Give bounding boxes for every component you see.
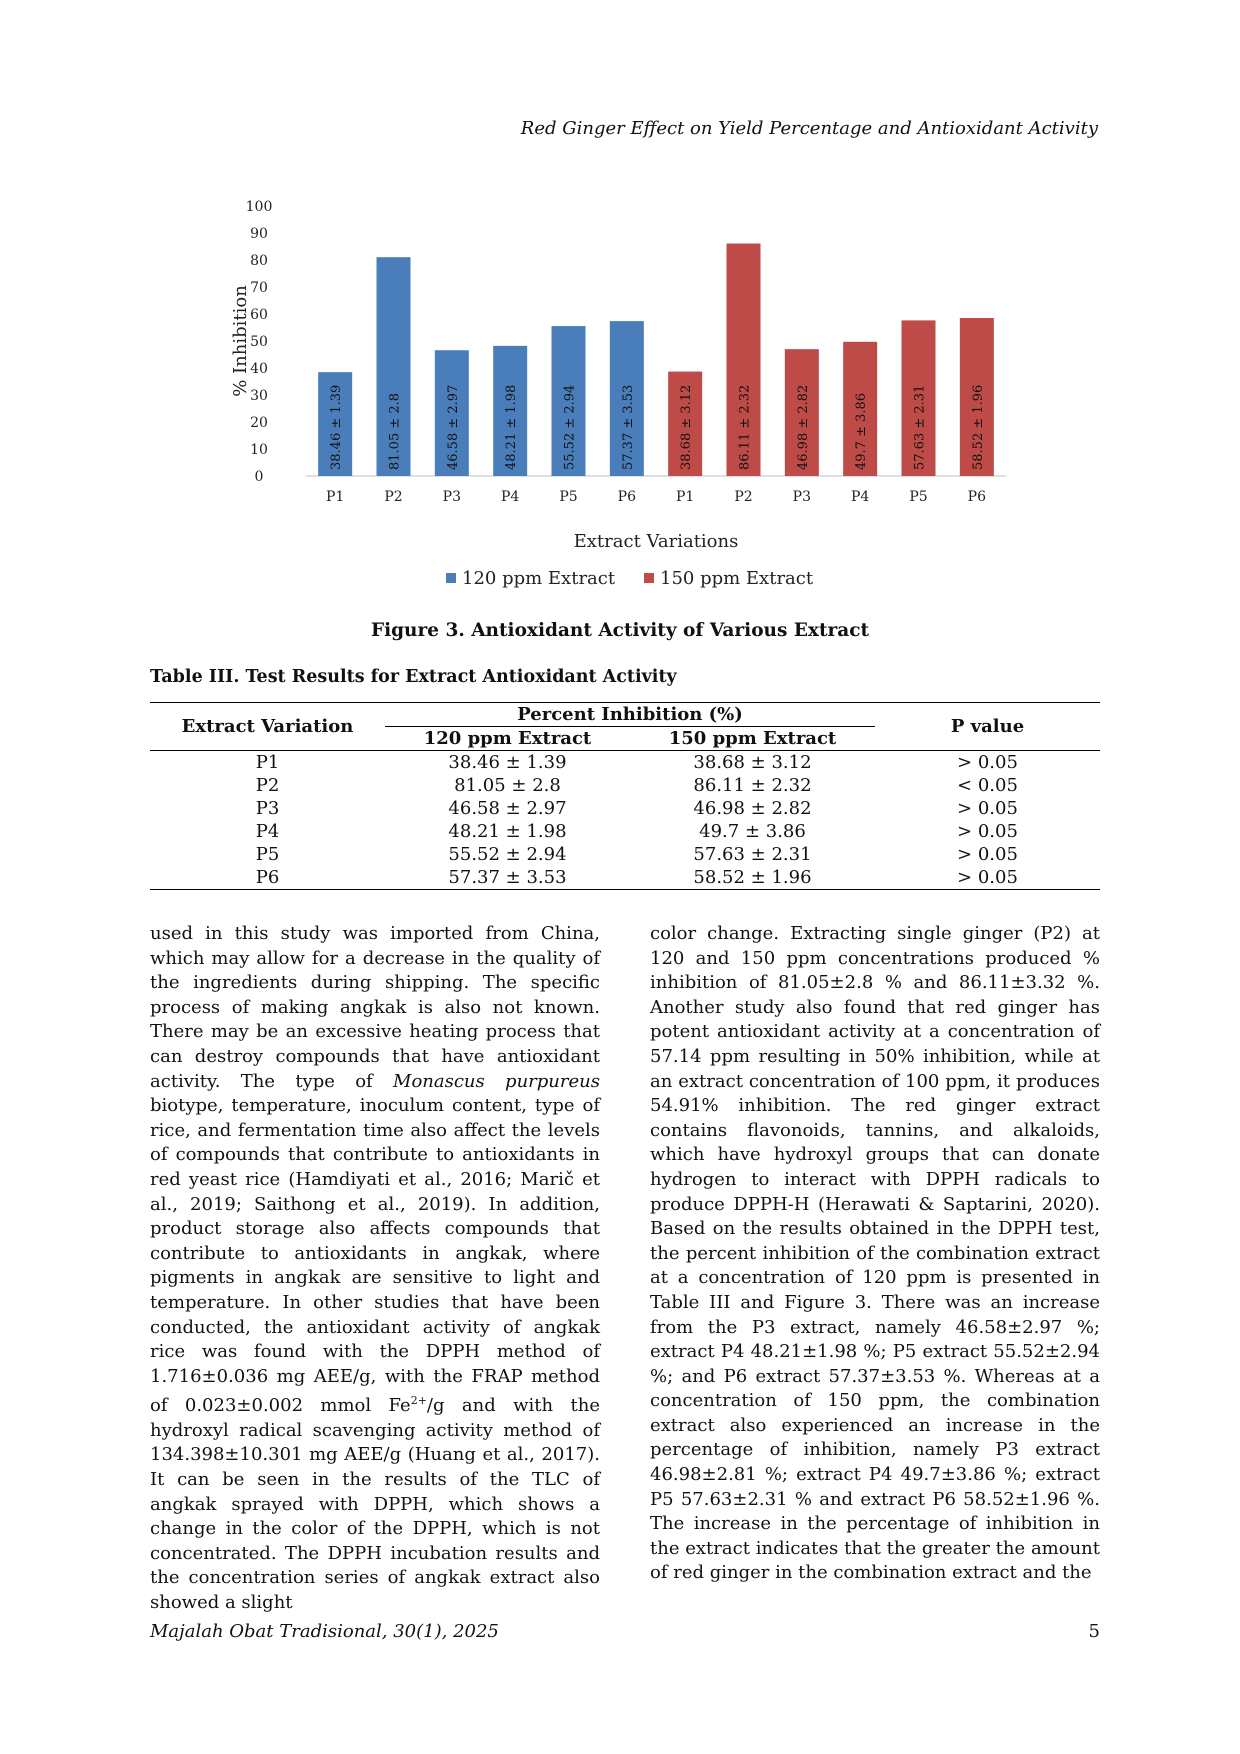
- data-label: 46.98 ± 2.82: [795, 384, 811, 470]
- iron-charge: 2+: [410, 1394, 427, 1408]
- x-tick-label: P6: [967, 489, 986, 505]
- y-tick-label: 50: [250, 334, 268, 350]
- y-tick-label: 0: [254, 469, 264, 485]
- y-axis-label: % Inhibition: [230, 285, 251, 397]
- x-tick-label: P2: [384, 489, 403, 505]
- x-tick-label: P3: [442, 489, 461, 505]
- data-label: 55.52 ± 2.94: [562, 384, 578, 470]
- footer-journal: Majalah Obat Tradisional, 30(1), 2025: [150, 1621, 499, 1642]
- cell-variation: P2: [255, 775, 280, 796]
- paragraph-left: [150, 922, 600, 1616]
- text-left-pre: used in this study was imported from China, which may allow for a decrease in the quality of the ingredients during shipping. The specific process of making angkak is also not known. There may be an excessive heating process that can destroy compounds that have antioxidant activity. The type of: [150, 923, 600, 1092]
- text-left-mid: biotype, temperature, inoculum content, type of rice, and fermentation time also affect the levels of compounds that contribute to antioxidants in red yeast rice (Hamdiyati et al., 2016; Marič et al., 2019; Saithong et al., 2019). In addition, product storage also affects compounds that contribute to antioxidants in angkak, where pigments in angkak are sensitive to light and temperature. In other studies that have been conducted, the antioxidant activity of angkak rice was found with the DPPH method of 1.716±0.036 mg AEE/g, with the FRAP method of 0.023±0.002 mmol Fe: [150, 1095, 600, 1417]
- x-tick-label: P3: [792, 489, 811, 505]
- cell-p-value: > 0.05: [957, 752, 1018, 773]
- legend-label: 150 ppm Extract: [660, 568, 814, 589]
- cell-150ppm: 58.52 ± 1.96: [693, 867, 812, 888]
- y-tick-label: 30: [250, 388, 268, 404]
- x-tick-label: P4: [851, 489, 870, 505]
- header-percent-inhibition: Percent Inhibition (%): [385, 703, 875, 727]
- header-p-value: P value: [950, 716, 1025, 737]
- table-row: [150, 774, 1100, 797]
- data-label: 81.05 ± 2.8: [387, 392, 403, 470]
- table-title: Table III. Test Results for Extract Antioxidant Activity: [150, 667, 677, 687]
- y-tick-label: 100: [245, 199, 273, 215]
- data-label: 46.58 ± 2.97: [445, 384, 461, 470]
- cell-p-value: > 0.05: [957, 867, 1018, 888]
- data-label: 38.68 ± 3.12: [679, 384, 695, 470]
- body-column-left: [150, 922, 600, 1616]
- results-table: [150, 702, 1100, 890]
- page-number: 5: [1088, 1621, 1100, 1642]
- cell-variation: P6: [255, 867, 280, 888]
- x-tick-label: P2: [734, 489, 753, 505]
- y-tick-label: 90: [250, 226, 268, 242]
- cell-150ppm: 57.63 ± 2.31: [693, 844, 812, 865]
- body-column-right: [650, 922, 1100, 1586]
- cell-variation: P4: [255, 821, 280, 842]
- cell-p-value: > 0.05: [957, 821, 1018, 842]
- figure-caption: Figure 3. Antioxidant Activity of Various Extract: [370, 620, 870, 641]
- legend-swatch: [644, 573, 654, 583]
- cell-150ppm: 49.7 ± 3.86: [699, 821, 806, 842]
- y-tick-label: 10: [250, 442, 268, 458]
- data-label: 48.21 ± 1.98: [504, 384, 520, 470]
- y-tick-label: 80: [250, 253, 268, 269]
- cell-120ppm: 38.46 ± 1.39: [448, 752, 567, 773]
- x-tick-label: P6: [617, 489, 636, 505]
- header-extract-variation: Extract Variation: [181, 716, 354, 737]
- y-tick-label: 70: [250, 280, 268, 296]
- cell-variation: P5: [255, 844, 280, 865]
- x-tick-label: P1: [326, 489, 345, 505]
- running-header: Red Ginger Effect on Yield Percentage and Antioxidant Activity: [520, 118, 1098, 139]
- x-tick-label: P5: [559, 489, 578, 505]
- x-tick-label: P5: [909, 489, 928, 505]
- y-tick-label: 20: [250, 415, 268, 431]
- species-name: Monascus purpureus: [393, 1070, 600, 1092]
- header-150ppm: 150 ppm Extract: [668, 728, 837, 749]
- cell-p-value: < 0.05: [957, 775, 1018, 796]
- cell-p-value: > 0.05: [957, 844, 1018, 865]
- table-row: [150, 820, 1100, 843]
- data-label: 49.7 ± 3.86: [854, 392, 870, 470]
- cell-150ppm: 86.11 ± 2.32: [693, 775, 812, 796]
- legend-label: 120 ppm Extract: [462, 568, 616, 589]
- cell-120ppm: 57.37 ± 3.53: [448, 867, 567, 888]
- data-label: 57.63 ± 2.31: [912, 384, 928, 470]
- paragraph-right: color change. Extracting single ginger (P2) at 120 and 150 ppm concentrations produced % inhibition of 81.05±2.8 % and 86.11±3.32 %. Another study also found that red ginger has potent antioxidant activity at a concentration of 57.14 ppm resulting in 50% inhibition, while at an extract concentration of 100 ppm, it produces 54.91% inhibition. The red ginger extract contains flavonoids, tannins, and alkaloids, which have hydroxyl groups that can donate hydrogen to interact with DPPH radicals to produce DPPH-H (Herawati & Saptarini, 2020). Based on the results obtained in the DPPH test, the percent inhibition of the combination extract at a concentration of 120 ppm is presented in Table III and Figure 3. There was an increase from the P3 extract, namely 46.58±2.97 %; extract P4 48.21±1.98 %; P5 extract 55.52±2.94 %; and P6 extract 57.37±3.53 %. Whereas at a concentration of 150 ppm, the combination extract also experienced an increase in the percentage of inhibition, namely P3 extract 46.98±2.81 %; extract P4 49.7±3.86 %; extract P5 57.63±2.31 % and extract P6 58.52±1.96 %. The increase in the percentage of inhibition in the extract indicates that the greater the amount of red ginger in the combination extract and the: [650, 923, 1100, 1584]
- x-tick-label: P4: [501, 489, 520, 505]
- cell-120ppm: 55.52 ± 2.94: [448, 844, 567, 865]
- table-row: [150, 843, 1100, 866]
- cell-120ppm: 81.05 ± 2.8: [454, 775, 561, 796]
- cell-variation: P1: [255, 752, 280, 773]
- table-row: [150, 866, 1100, 890]
- y-tick-label: 40: [250, 361, 268, 377]
- x-tick-label: P1: [676, 489, 695, 505]
- data-label: 86.11 ± 2.32: [737, 384, 753, 470]
- text-left-post: /g and with the hydroxyl radical scavenging activity method of 134.398±10.301 mg AEE/g (Huang et al., 2017). It can be seen in the results of the TLC of angkak sprayed with DPPH, which shows a change in the color of the DPPH, which is not concentrated. The DPPH incubation results and the concentration series of angkak extract also showed a slight: [150, 1395, 600, 1614]
- legend-swatch: [446, 573, 456, 583]
- cell-p-value: > 0.05: [957, 798, 1018, 819]
- cell-120ppm: 48.21 ± 1.98: [448, 821, 567, 842]
- data-label: 57.37 ± 3.53: [620, 384, 636, 470]
- data-label: 58.52 ± 1.96: [970, 384, 986, 470]
- y-tick-label: 60: [250, 307, 268, 323]
- cell-120ppm: 46.58 ± 2.97: [448, 798, 567, 819]
- data-label: 38.46 ± 1.39: [329, 384, 345, 470]
- table-row: [150, 797, 1100, 820]
- table-row: [150, 751, 1100, 775]
- cell-variation: P3: [255, 798, 280, 819]
- antioxidant-bar-chart: [228, 196, 1028, 616]
- cell-150ppm: 46.98 ± 2.82: [693, 798, 812, 819]
- x-axis-label: Extract Variations: [573, 531, 739, 552]
- cell-150ppm: 38.68 ± 3.12: [693, 752, 812, 773]
- header-120ppm: 120 ppm Extract: [423, 728, 592, 749]
